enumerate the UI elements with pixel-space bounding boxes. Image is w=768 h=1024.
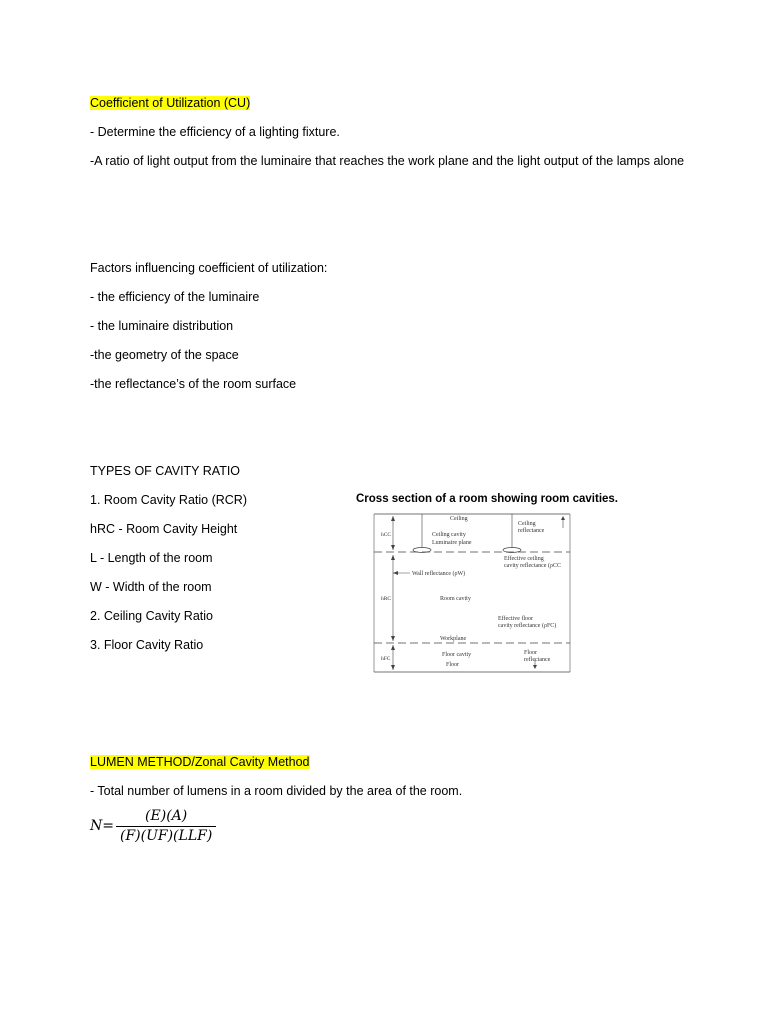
lumen-line-1: - Total number of lumens in a room divided by the area of the room. [90,784,463,798]
label-workplane: Workplane [440,636,467,642]
formula-numerator: (E)(A) [145,808,188,824]
label-h-fc: hFC [381,656,391,662]
label-wall-reflectance: Wall reflectance (ρW) [412,571,466,577]
cavity-item: 1. Room Cavity Ratio (RCR) [90,493,247,507]
cu-line-2: -A ratio of light output from the luminaire that reaches the work plane and the light output of the lamps alone [90,154,685,168]
label-effective-ceiling: cavity reflectance (ρCC [504,563,561,569]
cavity-heading: TYPES OF CAVITY RATIO [90,464,241,478]
arrow-up-icon [391,516,395,521]
formula-fraction [116,808,216,845]
arrow-down-icon [391,665,395,670]
label-effective-floor: Effective floor [498,616,534,622]
arrow-down-icon [391,545,395,550]
arrow-up-icon [391,555,395,560]
room-cavity-diagram [370,508,580,676]
cu-heading-highlight: Coefficient of Utilization (CU) [90,96,251,110]
label-floor-cavity: Floor cavity [442,652,472,658]
label-floor-reflectance: Floor [524,650,538,656]
cavity-item: 3. Floor Cavity Ratio [90,638,204,652]
label-h-rc: hRC [381,596,392,602]
lumen-heading-highlight: LUMEN METHOD/Zonal Cavity Method [90,755,310,769]
cu-line-1: - Determine the efficiency of a lighting fixture. [90,125,340,139]
label-floor: Floor [446,662,460,668]
label-ceiling-reflectance: Ceiling [518,521,536,527]
arrow-up-icon [561,516,565,520]
lumen-heading [90,755,310,770]
cu-heading [90,96,250,111]
cavity-item: L - Length of the room [90,551,213,565]
lumen-formula [90,808,216,845]
label-effective-ceiling: Effective ceiling [504,556,544,562]
factor-item: - the luminaire distribution [90,319,234,333]
label-h-cc: hCC [381,532,392,538]
label-ceiling: Ceiling [450,516,468,522]
arrow-down-icon [533,665,537,669]
cavity-item: hRC - Room Cavity Height [90,522,238,536]
arrow-down-icon [391,636,395,641]
factor-item: -the geometry of the space [90,348,239,362]
label-floor-reflectance: reflectance [524,657,551,663]
label-ceiling-cavity: Ceiling cavity [432,532,466,538]
formula-lhs: N= [90,817,114,834]
arrow-up-icon [391,645,395,650]
cavity-item: 2. Ceiling Cavity Ratio [90,609,213,623]
label-luminaire-plane: Luminaire plane [432,540,472,546]
label-effective-floor: cavity reflectance (ρFC) [498,623,557,629]
cavity-item: W - Width of the room [90,580,212,594]
label-ceiling-reflectance: reflectance [518,528,545,534]
figure-title: Cross section of a room showing room cavities. [356,493,619,505]
factors-heading: Factors influencing coefficient of utilization: [90,261,328,275]
label-room-cavity: Room cavity [440,596,471,602]
factor-item: -the reflectance’s of the room surface [90,377,297,391]
factor-item: - the efficiency of the luminaire [90,290,260,304]
formula-denominator: (F)(UF)(LLF) [116,826,216,845]
arrow-left-icon [393,571,398,575]
